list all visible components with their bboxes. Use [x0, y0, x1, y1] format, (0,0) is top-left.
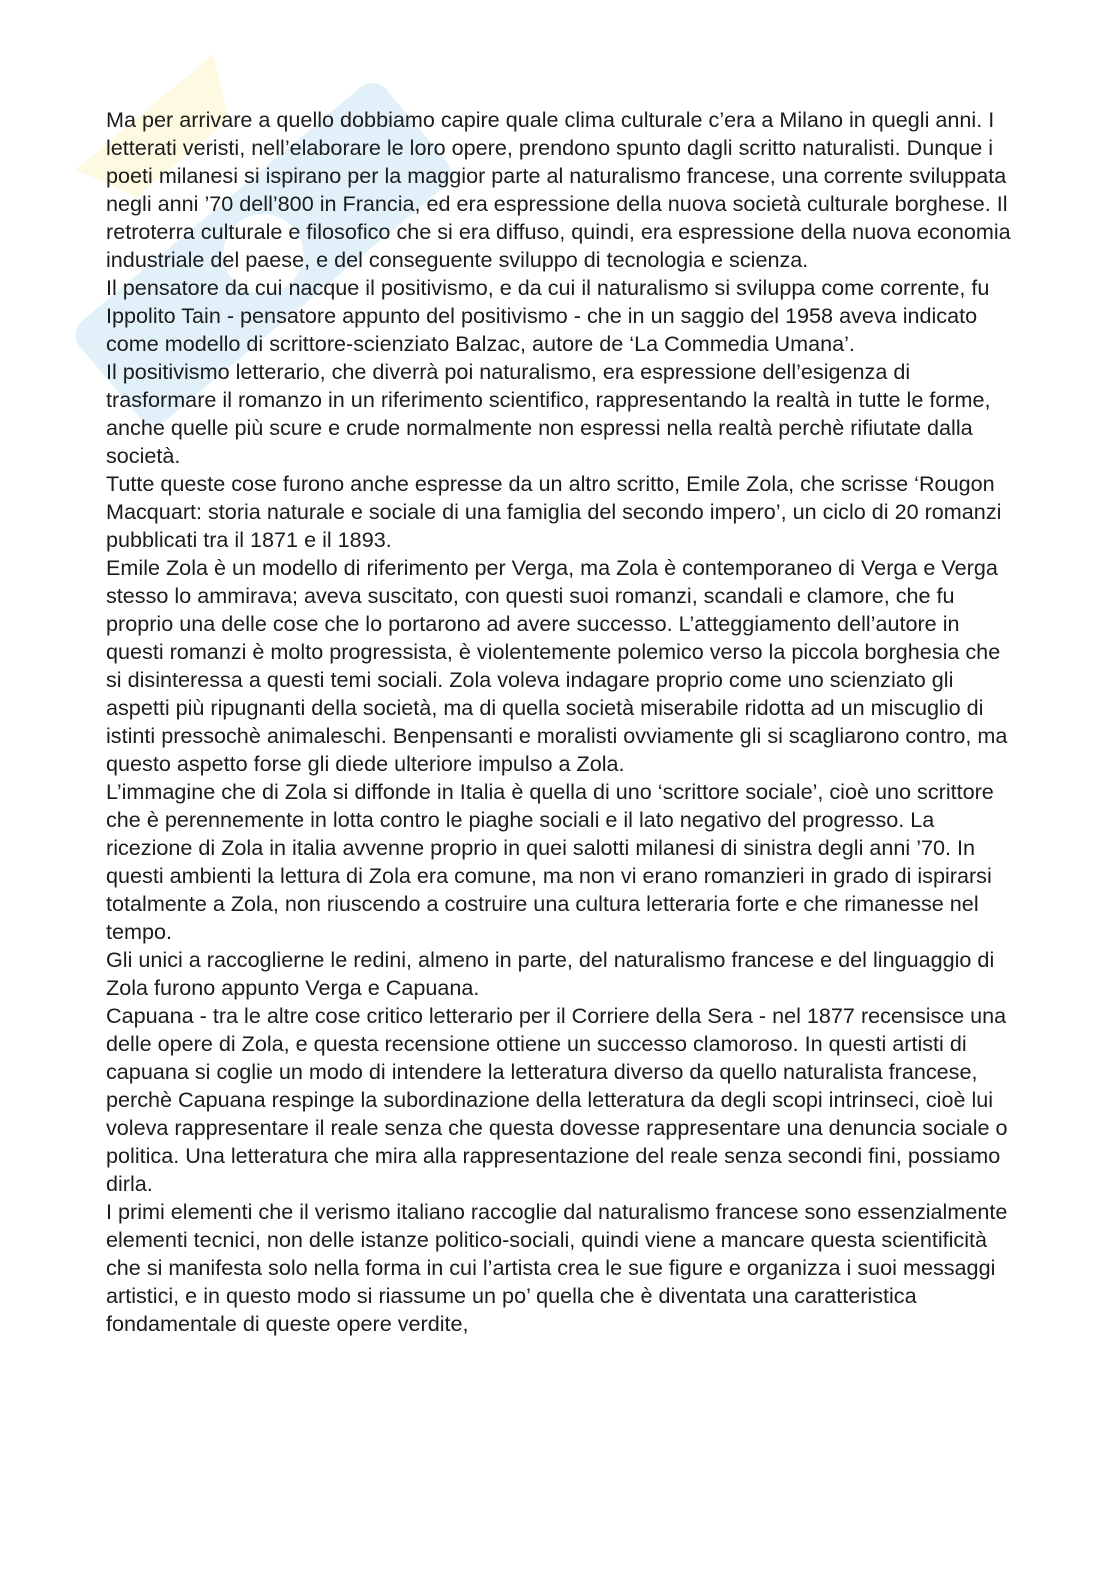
paragraph-6: L’immagine che di Zola si diffonde in Italia è quella di uno ‘scrittore sociale’, cioè uno scrittore che è perennemente in lotta contro le piaghe sociali e il lato negativo del progresso. La ricezione di Zola in italia avvenne proprio in quei salotti milanesi di sinistra degli anni ’70. In questi ambienti la lettura di Zola era comune, ma non vi erano romanzieri in grado di ispirarsi totalmente a Zola, non riuscendo a costruire una cultura letteraria forte e che rimanesse nel tempo. [106, 779, 994, 944]
paragraph-5: Emile Zola è un modello di riferimento per Verga, ma Zola è contemporaneo di Verga e Verga stesso lo ammirava; aveva suscitato, con questi suoi romanzi, scandali e clamore, che fu proprio una delle cose che lo portarono ad avere successo. L’atteggiamento dell’autore in questi romanzi è molto progressista, è violentemente polemico verso la piccola borghesia che si disinteressa a questi temi sociali. Zola voleva indagare proprio come uno scienziato gli aspetti più ripugnanti della società, ma di quella società miserabile ridotta ad un miscuglio di istinti pressochè animaleschi. Benpensanti e moralisti ovviamente gli si scagliarono contro, ma questo aspetto forse gli diede ulteriore impulso a Zola. [106, 555, 1008, 776]
document-body [106, 106, 1011, 1338]
paragraph-1: Ma per arrivare a quello dobbiamo capire quale clima culturale c’era a Milano in quegli anni. I letterati veristi, nell’elaborare le loro opere, prendono spunto dagli scritto naturalisti. Dunque i poeti milanesi si ispirano per la maggior parte al naturalismo francese, una corrente sviluppata negli anni ’70 dell’800 in Francia, ed era espressione della nuova società culturale borghese. Il retroterra culturale e filosofico che si era diffuso, quindi, era espressione della nuova economia industriale del paese, e del conseguente sviluppo di tecnologia e scienza. [106, 107, 1011, 272]
paragraph-8: Capuana - tra le altre cose critico letterario per il Corriere della Sera - nel 1877 recensisce una delle opere di Zola, e questa recensione ottiene un successo clamoroso. In questi artisti di capuana si coglie un modo di intendere la letteratura diverso da quello naturalista francese, perchè Capuana respinge la subordinazione della letteratura da degli scopi intrinseci, cioè lui voleva rappresentare il reale senza che questa dovesse rappresentare una denuncia sociale o politica. Una letteratura che mira alla rappresentazione del reale senza secondi fini, possiamo dirla. [106, 1003, 1008, 1196]
paragraph-7: Gli unici a raccoglierne le redini, almeno in parte, del naturalismo francese e del linguaggio di Zola furono appunto Verga e Capuana. [106, 947, 995, 1000]
paragraph-3: Il positivismo letterario, che diverrà poi naturalismo, era espressione dell’esigenza di trasformare il romanzo in un riferimento scientifico, rappresentando la realtà in tutte le forme, anche quelle più scure e crude normalmente non espressi nella realtà perchè rifiutate dalla società. [106, 359, 991, 468]
paragraph-9: I primi elementi che il verismo italiano raccoglie dal naturalismo francese sono essenzialmente elementi tecnici, non delle istanze politico-sociali, quindi viene a mancare questa scientificità che si manifesta solo nella forma in cui l’artista crea le sue figure e organizza i suoi messaggi artistici, e in questo modo si riassume un po’ quella che è diventata una caratteristica fondamentale di queste opere verdite, [106, 1199, 1008, 1336]
paragraph-4: Tutte queste cose furono anche espresse da un altro scritto, Emile Zola, che scrisse ‘Rougon Macquart: storia naturale e sociale di una famiglia del secondo impero’, un ciclo di 20 romanzi pubblicati tra il 1871 e il 1893. [106, 471, 1002, 552]
paragraph-2: Il pensatore da cui nacque il positivismo, e da cui il naturalismo si sviluppa come corrente, fu Ippolito Tain - pensatore appunto del positivismo - che in un saggio del 1958 aveva indicato come modello di scrittore-scienziato Balzac, autore de ‘La Commedia Umana’. [106, 275, 990, 356]
